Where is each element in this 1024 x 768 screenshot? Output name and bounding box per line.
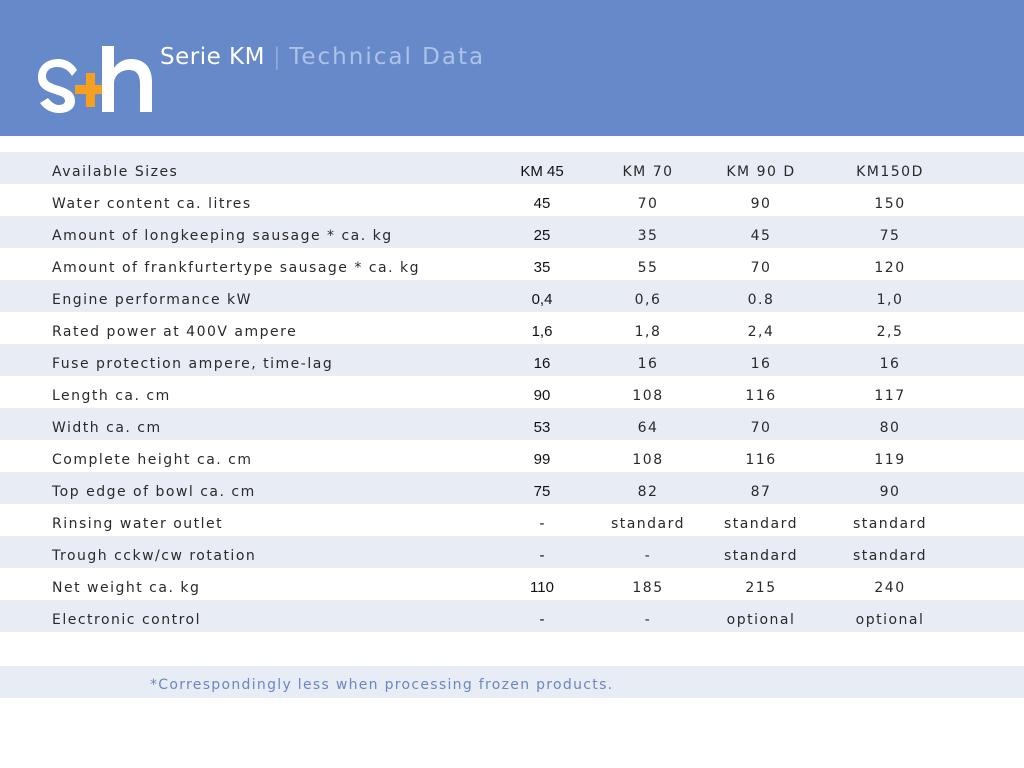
page-subtitle: Technical Data (289, 44, 486, 70)
technical-data-table (0, 152, 1024, 632)
table-row (0, 568, 1024, 600)
table-row (0, 472, 1024, 504)
cell-km70: - (644, 612, 652, 628)
cell-km70: 1,8 (634, 324, 662, 340)
cell-km90d: 116 (745, 452, 777, 468)
row-label: Available Sizes (52, 164, 179, 180)
cell-km90d: 90 (750, 196, 772, 212)
logo-letter-h (102, 46, 152, 112)
cell-km70: standard (610, 516, 686, 532)
row-label: Amount of longkeeping sausage * ca. kg (52, 228, 393, 244)
cell-km90d: 70 (750, 260, 772, 276)
cell-km70: 35 (637, 228, 659, 244)
cell-km70: KM 70 (622, 164, 674, 180)
row-label: Complete height ca. cm (52, 452, 253, 468)
table-row (0, 536, 1024, 568)
cell-km45: - (539, 547, 545, 564)
cell-km90d: 0.8 (747, 292, 775, 308)
cell-km90d: 45 (750, 228, 772, 244)
row-label: Top edge of bowl ca. cm (52, 484, 256, 500)
cell-km70: 108 (632, 388, 664, 404)
row-label: Electronic control (52, 612, 201, 628)
cell-km45: 1,6 (531, 323, 553, 340)
table-row (0, 184, 1024, 216)
cell-km90d: 70 (750, 420, 772, 436)
table-row (0, 216, 1024, 248)
row-label: Water content ca. litres (52, 196, 252, 212)
footnote-band (0, 666, 1024, 698)
row-label: Fuse protection ampere, time-lag (52, 356, 334, 372)
row-label: Length ca. cm (52, 388, 171, 404)
cell-km150d: standard (852, 548, 928, 564)
cell-km45: - (539, 515, 545, 532)
series-name: Serie KM (160, 44, 265, 70)
cell-km150d: 16 (879, 356, 901, 372)
row-label: Net weight ca. kg (52, 580, 201, 596)
row-label: Width ca. cm (52, 420, 162, 436)
cell-km45: 90 (533, 387, 551, 404)
cell-km90d: 116 (745, 388, 777, 404)
cell-km45: 75 (533, 483, 551, 500)
table-row (0, 152, 1024, 184)
row-label: Engine performance kW (52, 292, 252, 308)
cell-km90d: 16 (750, 356, 772, 372)
cell-km90d: standard (723, 548, 799, 564)
cell-km45: 110 (530, 579, 554, 596)
table-row (0, 248, 1024, 280)
row-label: Trough cckw/cw rotation (52, 548, 257, 564)
cell-km45: 35 (533, 259, 551, 276)
cell-km70: 82 (637, 484, 659, 500)
cell-km70: 16 (637, 356, 659, 372)
cell-km45: 0,4 (531, 291, 553, 308)
cell-km45: 45 (533, 195, 551, 212)
table-row (0, 280, 1024, 312)
cell-km150d: 120 (874, 260, 906, 276)
cell-km45: 16 (533, 355, 551, 372)
cell-km70: 70 (637, 196, 659, 212)
cell-km70: 108 (632, 452, 664, 468)
cell-km90d: 215 (745, 580, 777, 596)
logo-letter-s (38, 59, 77, 113)
cell-km150d: 80 (879, 420, 901, 436)
cell-km150d: KM150D (856, 164, 924, 180)
sh-logo (38, 46, 158, 114)
title-separator: | (272, 44, 282, 70)
cell-km150d: 240 (874, 580, 906, 596)
cell-km90d: optional (726, 612, 796, 628)
table-row (0, 376, 1024, 408)
row-label: Rated power at 400V ampere (52, 324, 298, 340)
cell-km45: 99 (533, 451, 551, 468)
cell-km90d: 87 (750, 484, 772, 500)
row-label: Amount of frankfurtertype sausage * ca. kg (52, 260, 420, 276)
table-row (0, 408, 1024, 440)
cell-km150d: 75 (879, 228, 901, 244)
cell-km150d: 1,0 (876, 292, 904, 308)
cell-km45: KM 45 (520, 163, 564, 180)
footnote: *Correspondingly less when processing frozen products. (150, 677, 614, 693)
cell-km90d: KM 90 D (726, 164, 796, 180)
header-banner (0, 0, 1024, 136)
cell-km150d: 90 (879, 484, 901, 500)
cell-km45: - (539, 611, 545, 628)
table-row (0, 504, 1024, 536)
cell-km150d: 2,5 (876, 324, 904, 340)
row-label: Rinsing water outlet (52, 516, 224, 532)
cell-km70: - (644, 548, 652, 564)
table-row (0, 344, 1024, 376)
cell-km90d: standard (723, 516, 799, 532)
cell-km150d: 119 (874, 452, 906, 468)
page-title (160, 44, 485, 70)
table-row (0, 600, 1024, 632)
table-row (0, 440, 1024, 472)
cell-km150d: 150 (874, 196, 906, 212)
cell-km150d: standard (852, 516, 928, 532)
cell-km70: 185 (632, 580, 664, 596)
cell-km45: 53 (533, 419, 551, 436)
cell-km70: 64 (637, 420, 659, 436)
table-row (0, 312, 1024, 344)
cell-km150d: optional (855, 612, 925, 628)
cell-km45: 25 (533, 227, 551, 244)
logo-plus-horizontal (75, 85, 106, 94)
cell-km70: 55 (637, 260, 659, 276)
cell-km70: 0,6 (634, 292, 662, 308)
cell-km150d: 117 (874, 388, 906, 404)
cell-km90d: 2,4 (747, 324, 775, 340)
